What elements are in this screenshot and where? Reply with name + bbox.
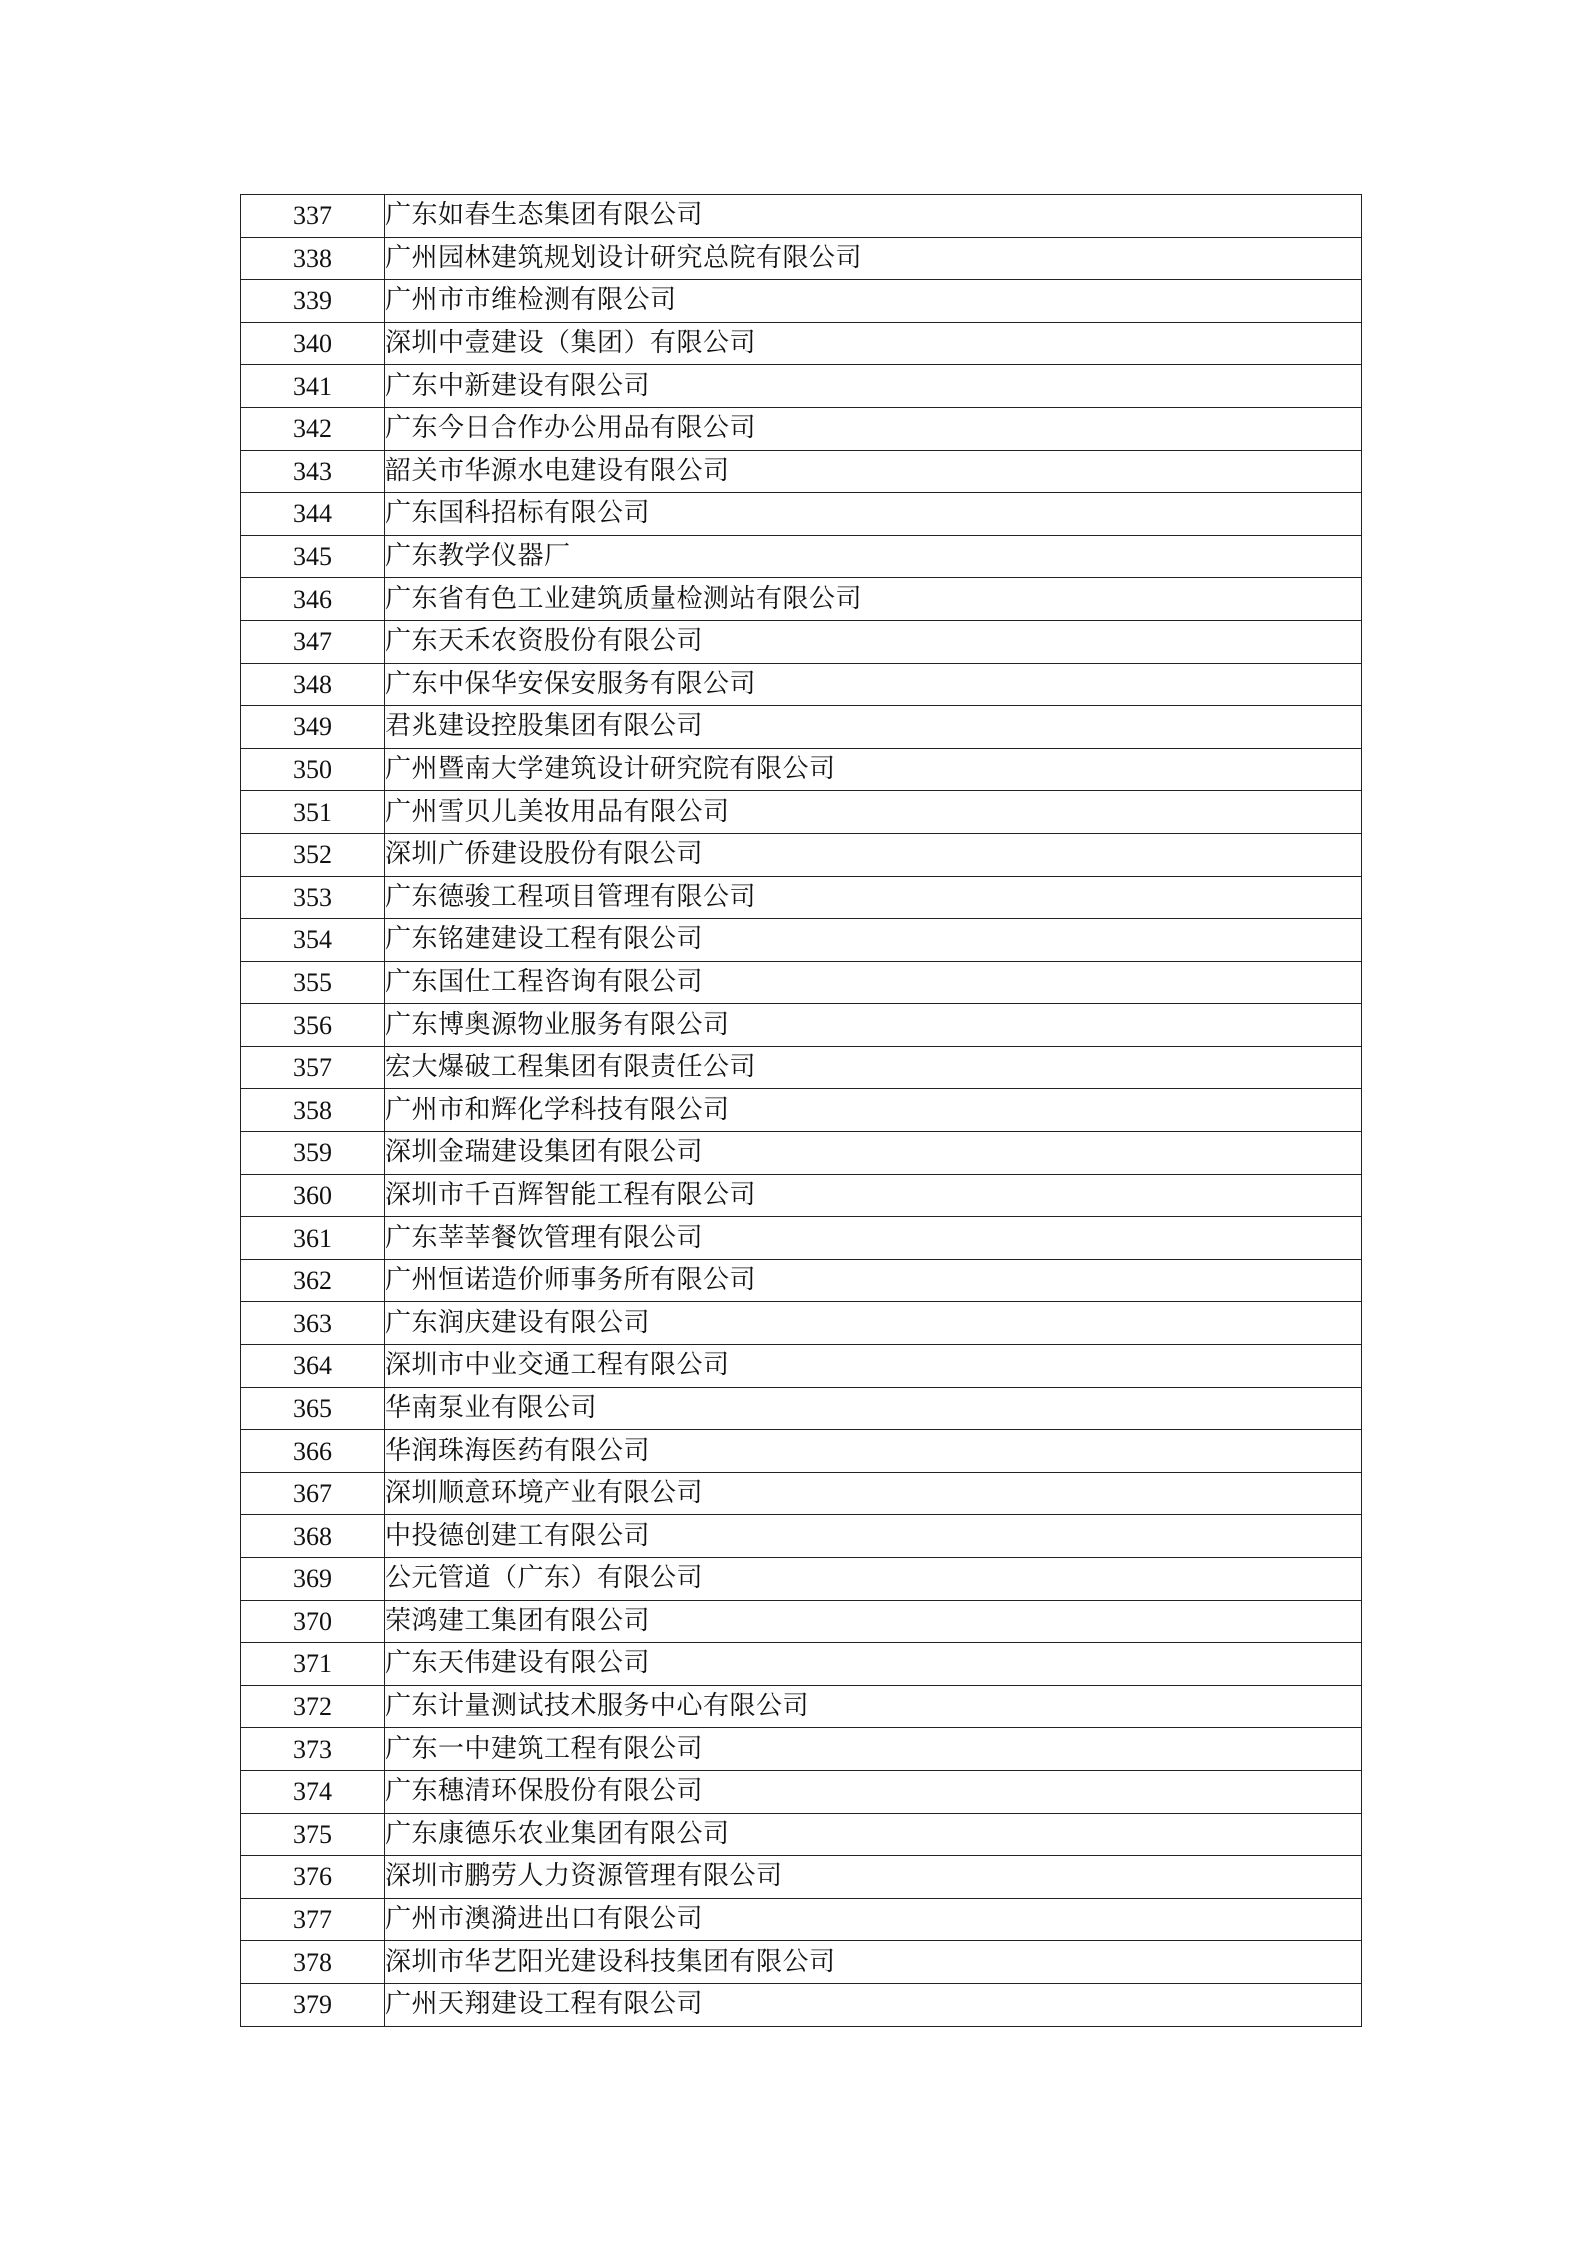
row-number: 356 xyxy=(241,1004,385,1047)
table-row xyxy=(241,961,1362,1004)
table-row xyxy=(241,1685,1362,1728)
table-row xyxy=(241,706,1362,749)
row-number: 341 xyxy=(241,365,385,408)
company-name: 广东博奥源物业服务有限公司 xyxy=(385,1004,1362,1047)
table-row xyxy=(241,1387,1362,1430)
table-row xyxy=(241,1259,1362,1302)
row-number: 338 xyxy=(241,237,385,280)
table-row xyxy=(241,833,1362,876)
table-row xyxy=(241,1856,1362,1899)
company-name: 深圳市千百辉智能工程有限公司 xyxy=(385,1174,1362,1217)
row-number: 342 xyxy=(241,407,385,450)
table-row xyxy=(241,1302,1362,1345)
table-row xyxy=(241,1728,1362,1771)
company-name: 广州园林建筑规划设计研究总院有限公司 xyxy=(385,237,1362,280)
row-number: 345 xyxy=(241,535,385,578)
table-row xyxy=(241,1046,1362,1089)
table-row xyxy=(241,1558,1362,1601)
table-row xyxy=(241,365,1362,408)
table-row xyxy=(241,876,1362,919)
row-number: 363 xyxy=(241,1302,385,1345)
company-name: 深圳顺意环境产业有限公司 xyxy=(385,1472,1362,1515)
row-number: 373 xyxy=(241,1728,385,1771)
row-number: 357 xyxy=(241,1046,385,1089)
row-number: 350 xyxy=(241,748,385,791)
company-name: 广州雪贝儿美妆用品有限公司 xyxy=(385,791,1362,834)
row-number: 378 xyxy=(241,1941,385,1984)
table-row xyxy=(241,195,1362,238)
company-name: 广东计量测试技术服务中心有限公司 xyxy=(385,1685,1362,1728)
company-name: 华润珠海医药有限公司 xyxy=(385,1430,1362,1473)
row-number: 351 xyxy=(241,791,385,834)
row-number: 354 xyxy=(241,919,385,962)
table-row xyxy=(241,748,1362,791)
company-list-body xyxy=(241,195,1362,2027)
company-name: 广东铭建建设工程有限公司 xyxy=(385,919,1362,962)
company-name: 深圳市鹏劳人力资源管理有限公司 xyxy=(385,1856,1362,1899)
row-number: 375 xyxy=(241,1813,385,1856)
row-number: 352 xyxy=(241,833,385,876)
company-name: 广东润庆建设有限公司 xyxy=(385,1302,1362,1345)
table-row xyxy=(241,535,1362,578)
row-number: 374 xyxy=(241,1770,385,1813)
table-row xyxy=(241,322,1362,365)
table-row xyxy=(241,1132,1362,1175)
company-name: 广东国仕工程咨询有限公司 xyxy=(385,961,1362,1004)
row-number: 344 xyxy=(241,493,385,536)
table-row xyxy=(241,407,1362,450)
company-name: 广东穗清环保股份有限公司 xyxy=(385,1770,1362,1813)
table-row xyxy=(241,1217,1362,1260)
table-row xyxy=(241,1770,1362,1813)
company-name: 韶关市华源水电建设有限公司 xyxy=(385,450,1362,493)
company-name: 深圳中壹建设（集团）有限公司 xyxy=(385,322,1362,365)
company-list-table xyxy=(240,194,1362,2027)
company-name: 广州市市维检测有限公司 xyxy=(385,280,1362,323)
table-row xyxy=(241,1345,1362,1388)
company-name: 深圳广侨建设股份有限公司 xyxy=(385,833,1362,876)
row-number: 367 xyxy=(241,1472,385,1515)
table-row xyxy=(241,1941,1362,1984)
row-number: 347 xyxy=(241,620,385,663)
table-row xyxy=(241,1430,1362,1473)
row-number: 365 xyxy=(241,1387,385,1430)
company-name: 广东莘莘餐饮管理有限公司 xyxy=(385,1217,1362,1260)
company-name: 广东天伟建设有限公司 xyxy=(385,1643,1362,1686)
row-number: 346 xyxy=(241,578,385,621)
company-name: 荣鸿建工集团有限公司 xyxy=(385,1600,1362,1643)
row-number: 370 xyxy=(241,1600,385,1643)
company-name: 广东今日合作办公用品有限公司 xyxy=(385,407,1362,450)
table-row xyxy=(241,663,1362,706)
row-number: 377 xyxy=(241,1898,385,1941)
company-name: 广州市和辉化学科技有限公司 xyxy=(385,1089,1362,1132)
row-number: 361 xyxy=(241,1217,385,1260)
table-row xyxy=(241,620,1362,663)
company-name: 广东中保华安保安服务有限公司 xyxy=(385,663,1362,706)
company-name: 广东国科招标有限公司 xyxy=(385,493,1362,536)
row-number: 358 xyxy=(241,1089,385,1132)
table-row xyxy=(241,1174,1362,1217)
row-number: 366 xyxy=(241,1430,385,1473)
row-number: 337 xyxy=(241,195,385,238)
company-name: 广州恒诺造价师事务所有限公司 xyxy=(385,1259,1362,1302)
table-row xyxy=(241,1600,1362,1643)
table-row xyxy=(241,450,1362,493)
row-number: 360 xyxy=(241,1174,385,1217)
row-number: 379 xyxy=(241,1983,385,2026)
company-name: 广东一中建筑工程有限公司 xyxy=(385,1728,1362,1771)
company-name: 广州市澳漪进出口有限公司 xyxy=(385,1898,1362,1941)
company-name: 中投德创建工有限公司 xyxy=(385,1515,1362,1558)
table-row xyxy=(241,1983,1362,2026)
table-row xyxy=(241,578,1362,621)
row-number: 353 xyxy=(241,876,385,919)
company-name: 深圳市华艺阳光建设科技集团有限公司 xyxy=(385,1941,1362,1984)
company-name: 深圳市中业交通工程有限公司 xyxy=(385,1345,1362,1388)
table-row xyxy=(241,1643,1362,1686)
row-number: 359 xyxy=(241,1132,385,1175)
table-row xyxy=(241,1813,1362,1856)
company-name: 深圳金瑞建设集团有限公司 xyxy=(385,1132,1362,1175)
row-number: 339 xyxy=(241,280,385,323)
company-name: 广东省有色工业建筑质量检测站有限公司 xyxy=(385,578,1362,621)
row-number: 362 xyxy=(241,1259,385,1302)
table-row xyxy=(241,1898,1362,1941)
company-name: 广东天禾农资股份有限公司 xyxy=(385,620,1362,663)
company-name: 广东教学仪器厂 xyxy=(385,535,1362,578)
row-number: 376 xyxy=(241,1856,385,1899)
table-row xyxy=(241,1472,1362,1515)
table-row xyxy=(241,1004,1362,1047)
row-number: 343 xyxy=(241,450,385,493)
row-number: 355 xyxy=(241,961,385,1004)
company-name: 广州暨南大学建筑设计研究院有限公司 xyxy=(385,748,1362,791)
row-number: 348 xyxy=(241,663,385,706)
company-name: 广东康德乐农业集团有限公司 xyxy=(385,1813,1362,1856)
row-number: 372 xyxy=(241,1685,385,1728)
table-row xyxy=(241,791,1362,834)
table-row xyxy=(241,237,1362,280)
company-name: 广东中新建设有限公司 xyxy=(385,365,1362,408)
company-name: 宏大爆破工程集团有限责任公司 xyxy=(385,1046,1362,1089)
company-name: 君兆建设控股集团有限公司 xyxy=(385,706,1362,749)
row-number: 364 xyxy=(241,1345,385,1388)
row-number: 340 xyxy=(241,322,385,365)
row-number: 371 xyxy=(241,1643,385,1686)
row-number: 368 xyxy=(241,1515,385,1558)
row-number: 369 xyxy=(241,1558,385,1601)
company-name: 广州天翔建设工程有限公司 xyxy=(385,1983,1362,2026)
table-row xyxy=(241,493,1362,536)
company-name: 华南泵业有限公司 xyxy=(385,1387,1362,1430)
table-row xyxy=(241,1089,1362,1132)
company-name: 广东德骏工程项目管理有限公司 xyxy=(385,876,1362,919)
company-name: 广东如春生态集团有限公司 xyxy=(385,195,1362,238)
company-name: 公元管道（广东）有限公司 xyxy=(385,1558,1362,1601)
table-row xyxy=(241,280,1362,323)
row-number: 349 xyxy=(241,706,385,749)
table-row xyxy=(241,919,1362,962)
table-row xyxy=(241,1515,1362,1558)
